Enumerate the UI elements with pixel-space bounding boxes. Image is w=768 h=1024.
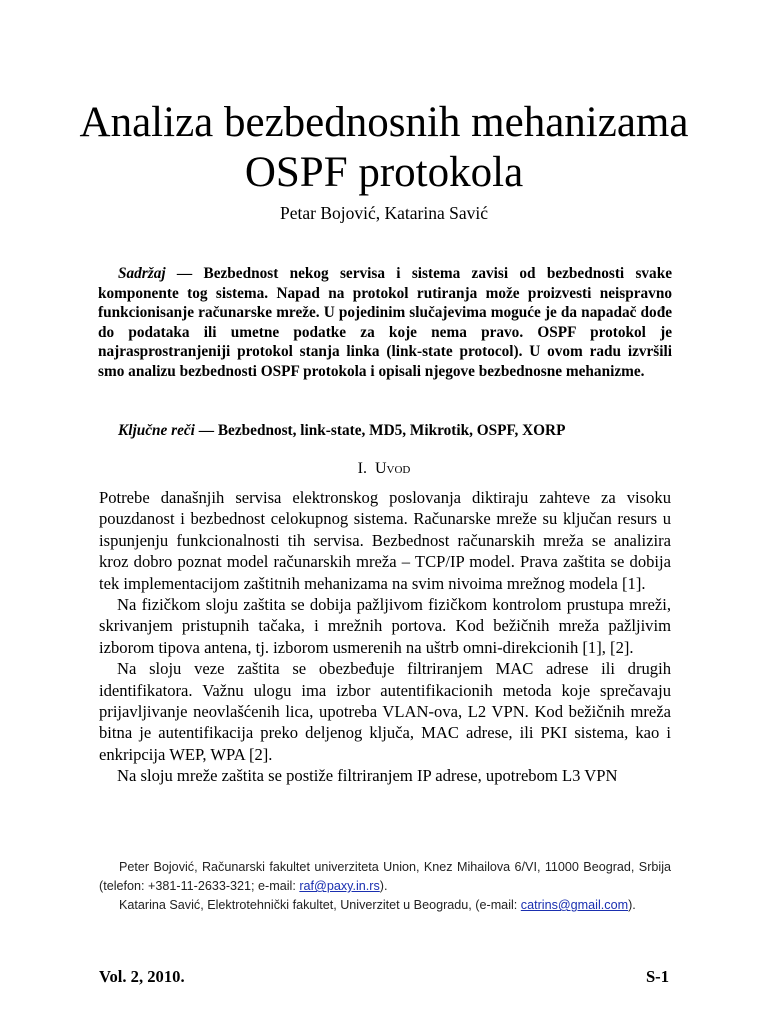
section-title: Uvod xyxy=(374,460,411,477)
section-number: I. xyxy=(357,460,367,477)
footnote-1-email-link[interactable]: raf@paxy.in.rs xyxy=(299,879,380,893)
paragraph-1: Potrebe današnjih servisa elektronskog poslovanja diktiraju zahteve za visoku pouzdanost i bezbednost celokupnog sistema. Računarske mreže su ključan resurs u ispunjenju funkcionalnosti tih servisa. Bezbednost računarskih mreža se analizira kroz dobro poznat model računarskih mreža – TCP/IP model. Prava zaštita se dobija tek implementacijom zaštitnih mehanizama na svim nivoima mrežnog modela [1]. xyxy=(99,488,671,593)
footer-page-number: S-1 xyxy=(645,967,669,986)
paragraph-3: Na sloju veze zaštita se obezbeđuje filtriranjem MAC adrese ili drugih identifikatora. Važnu ulogu ima izbor autentifikacionih metoda koje sprečavaju prijavljivanje neovlašćenih lica, upotreba VLAN-ova, L2 VPN. Kod bežičnih mreža bitna je autentifikacija preko deljenog ključa, MAC adrese, ili PKI sistema, kao i enkripcija WEP, WPA [2]. xyxy=(99,659,671,764)
footnote-1-text: Peter Bojović, Računarski fakultet univerziteta Union, Knez Mihailova 6/VI, 11000 Beograd, Srbija (telefon: +381-11-2633-321; e-mail: xyxy=(99,860,671,893)
abstract-text: Bezbednost nekog servisa i sistema zavisi od bezbednosti svake komponente tog sistema. Napad na protokol rutiranja može proizvesti neispravno funkcionisanje računarske mreže. U pojedinim slučajevima moguće je da napadač dođe do podataka ili umetne podatke za koje nema pravo. OSPF protokol je najrasprostranjeniji protokol stanja linka (link-state protocol). U ovom radu izvršili smo analizu bezbednosti OSPF protokola i opisali njegove bezbednosne mehanizme. xyxy=(98,265,673,380)
author-list: Petar Bojović, Katarina Savić xyxy=(280,203,488,223)
footnote-2 xyxy=(99,896,671,915)
abstract xyxy=(98,264,672,382)
title-line-2: OSPF protokola xyxy=(244,149,524,196)
footnote-1 xyxy=(99,858,671,896)
keywords-label: Ključne reči xyxy=(118,422,195,439)
keywords-text: Bezbednost, link-state, MD5, Mikrotik, OSPF, XORP xyxy=(217,422,566,439)
paragraph-4: Na sloju mreže zaštita se postiže filtriranjem IP adrese, upotrebom L3 VPN xyxy=(117,766,618,786)
footnote-2-email-link[interactable]: catrins@gmail.com xyxy=(520,898,629,912)
footnote-2-end: ). xyxy=(628,898,636,912)
footer-volume: Vol. 2, 2010. xyxy=(99,967,185,986)
paragraph-2: Na fizičkom sloju zaštita se dobija pažljivom fizičkom kontrolom prustupa mreži, skrivanjem pristupnih tačaka, i mrežnih portova. Kod bežičnih mreža pažljivim izborom tipova antena, tj. izborom usmerenih na uštrb omni-direkcionih [1], [2]. xyxy=(99,595,671,657)
author-footnotes xyxy=(99,858,671,915)
footnote-2-text: Katarina Savić, Elektrotehnički fakultet, Univerzitet u Beogradu, (e-mail: xyxy=(119,898,521,912)
title-line-1: Analiza bezbednosnih mehanizama xyxy=(79,99,689,146)
abstract-label: Sadržaj xyxy=(118,265,166,282)
section-body xyxy=(99,487,671,787)
paper-title xyxy=(40,98,728,198)
keywords-dash: — xyxy=(194,422,218,439)
footnote-1-end: ). xyxy=(379,879,388,893)
section-heading xyxy=(40,460,728,478)
abstract-dash: — xyxy=(165,265,204,282)
keywords xyxy=(98,422,672,440)
